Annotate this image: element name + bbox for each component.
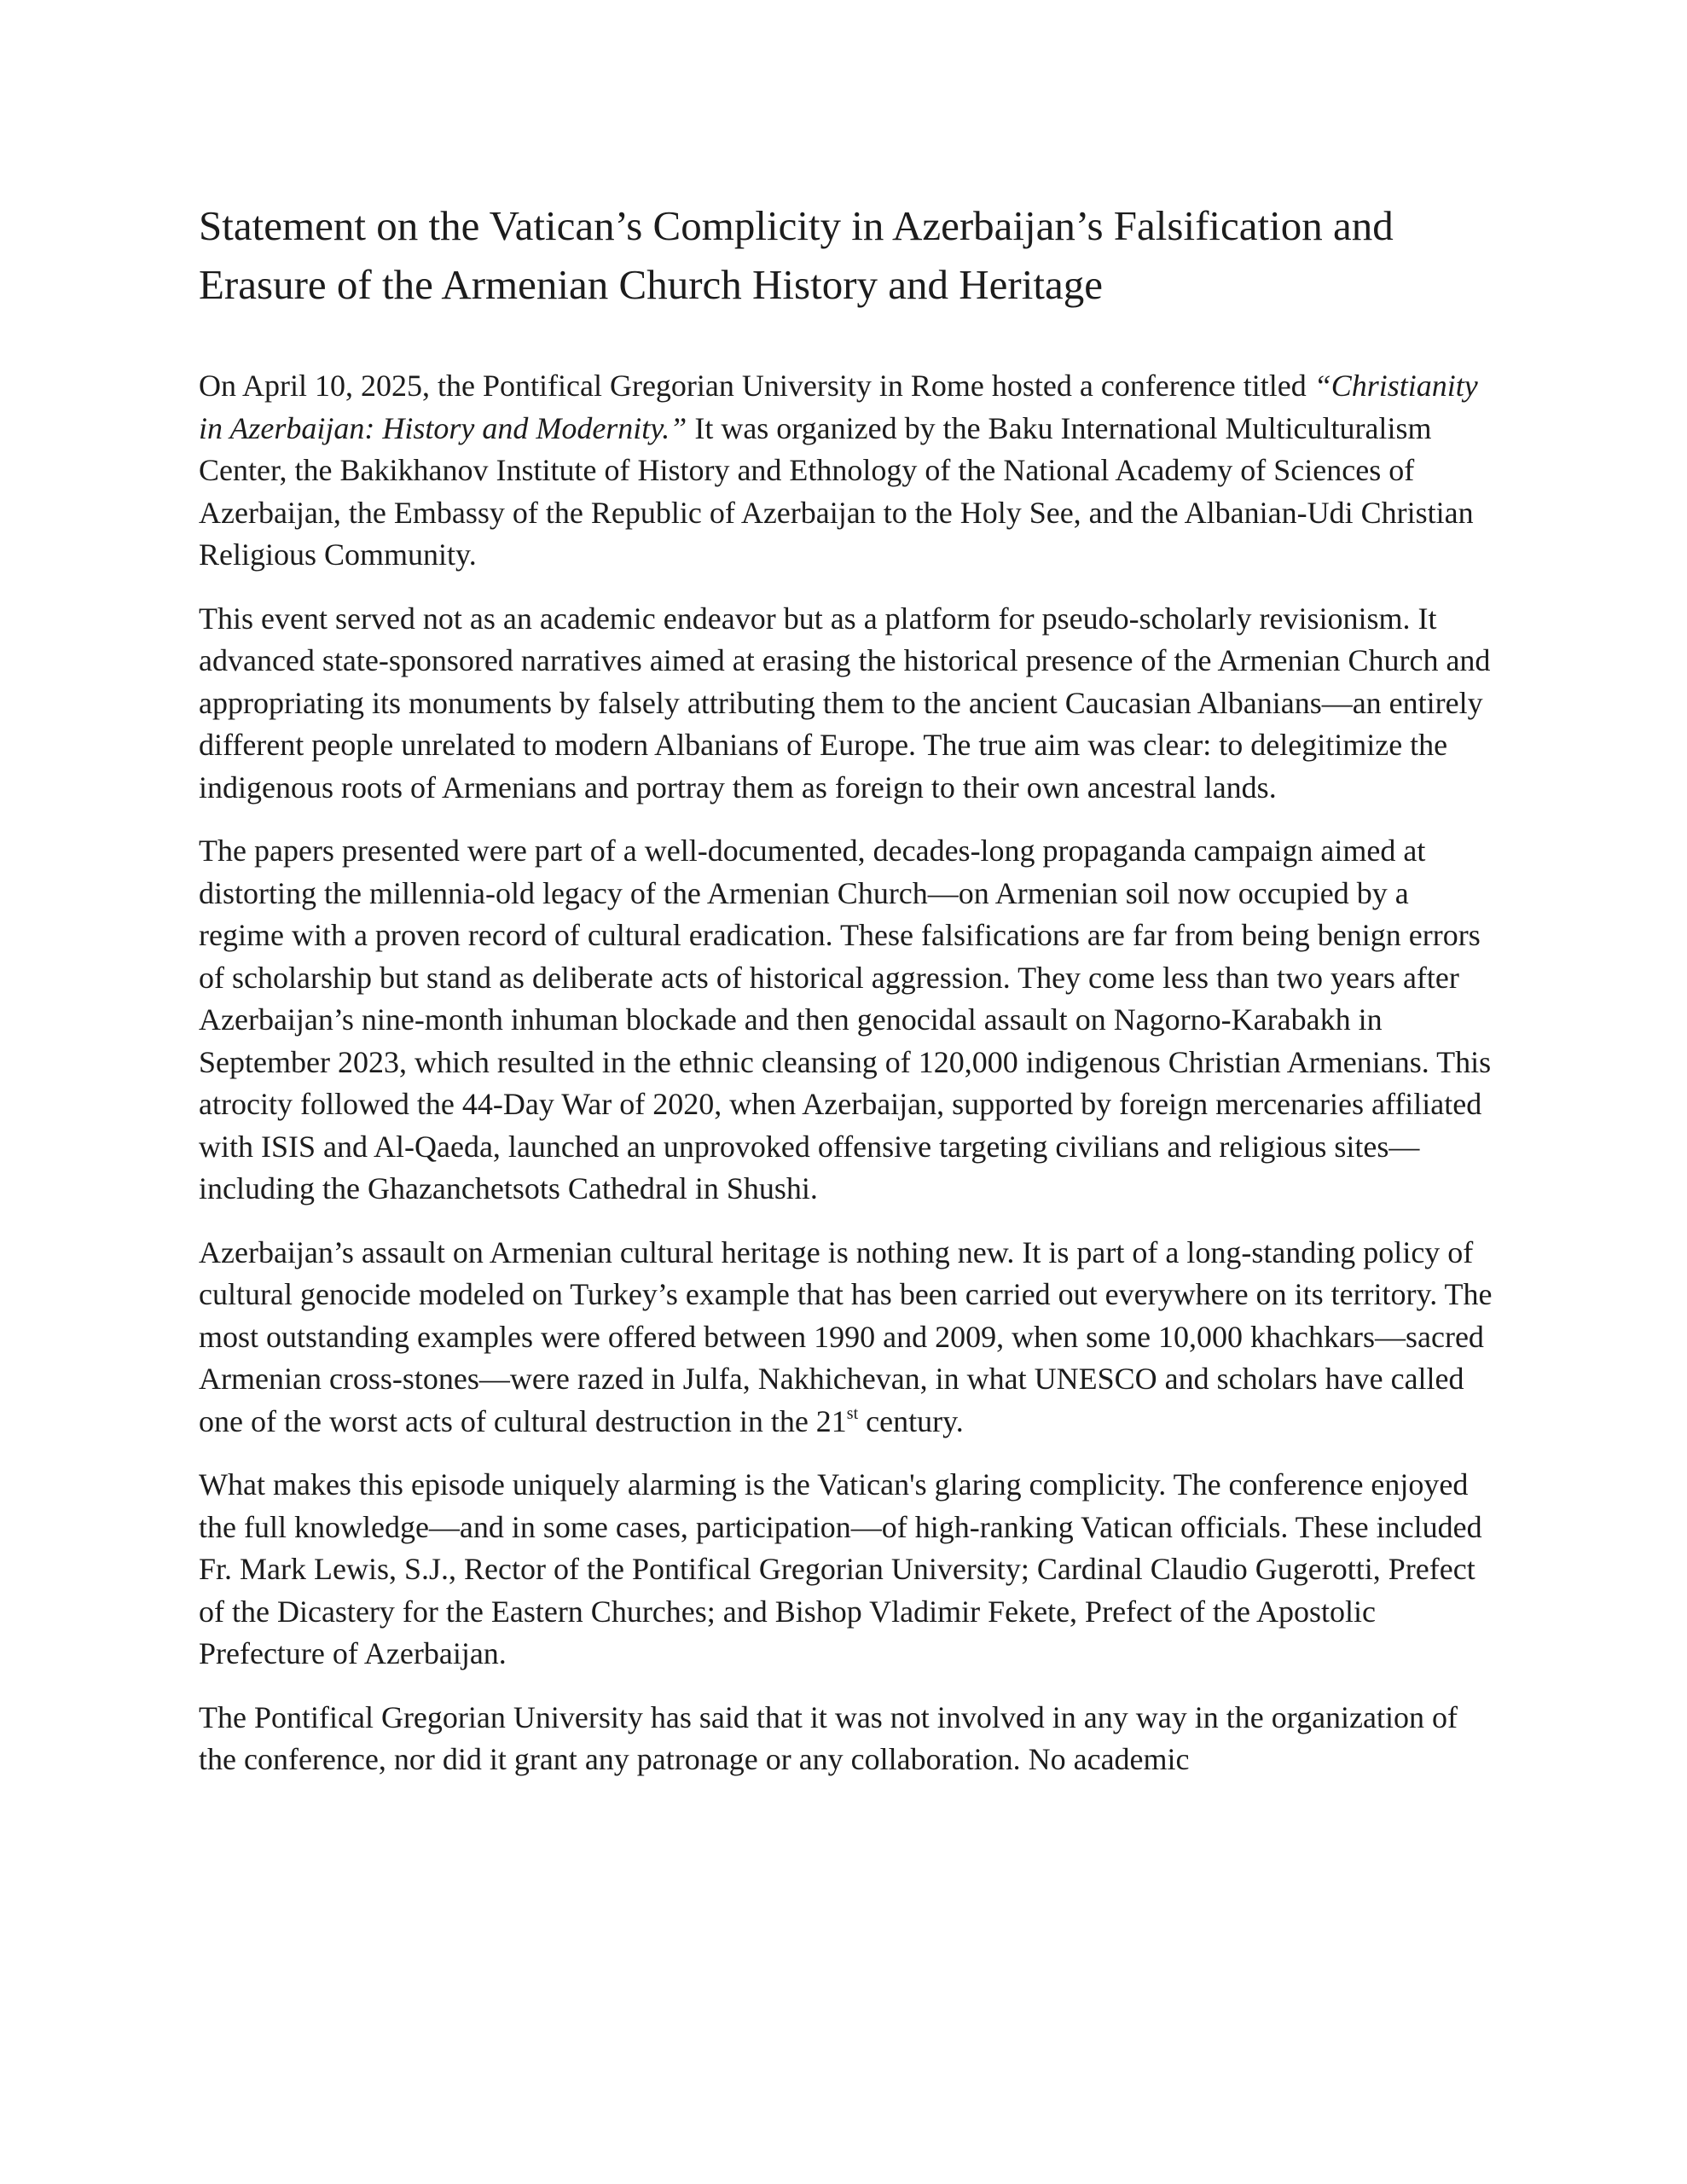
- paragraph-1: [199, 365, 1495, 577]
- paragraph-4: [199, 1232, 1495, 1443]
- ordinal-superscript: st: [846, 1403, 859, 1423]
- paragraph-6: The Pontifical Gregorian University has said that it was not involved in any way in the organization of the conference, nor did it grant any patronage or any collaboration. No academic: [199, 1699, 1458, 1776]
- paragraph-1-intro: On April 10, 2025, the Pontifical Gregorian University in Rome hosted a conference titled: [199, 369, 1314, 403]
- paragraph-4-end: century.: [858, 1403, 964, 1438]
- document-title: Statement on the Vatican’s Complicity in Azerbaijan’s Falsification and Erasure of the Armenian Church History and Heritage: [199, 202, 1394, 308]
- paragraph-3: The papers presented were part of a well-documented, decades-long propaganda campaign aimed at distorting the millennia-old legacy of the Armenian Church—on Armenian soil now occupied by a regime with a proven record of cultural eradication. These falsifications are far from being benign errors of scholarship but stand as deliberate acts of historical aggression. They come less than two years after Azerbaijan’s nine-month inhuman blockade and then genocidal assault on Nagorno-Karabakh in September 2023, which resulted in the ethnic cleansing of 120,000 indigenous Christian Armenians. This atrocity followed the 44-Day War of 2020, when Azerbaijan, supported by foreign mercenaries affiliated with ISIS and Al-Qaeda, launched an unprovoked offensive targeting civilians and religious sites—including the Ghazanchetsots Cathedral in Shushi.: [199, 834, 1492, 1205]
- document-page: [199, 196, 1495, 1803]
- paragraph-4-text: Azerbaijan’s assault on Armenian cultural heritage is nothing new. It is part of a long-standing policy of cultural genocide modeled on Turkey’s example that has been carried out everywhere on its territory. The most outstanding examples were offered between 1990 and 2009, when some 10,000 khachkars—sacred Armenian cross-stones—were razed in Julfa, Nakhichevan, in what UNESCO and scholars have called one of the worst acts of cultural destruction in the 21: [199, 1234, 1493, 1438]
- paragraph-5: What makes this episode uniquely alarming is the Vatican's glaring complicity. The conference enjoyed the full knowledge—and in some cases, participation—of high-ranking Vatican officials. These included Fr. Mark Lewis, S.J., Rector of the Pontifical Gregorian University; Cardinal Claudio Gugerotti, Prefect of the Dicastery for the Eastern Churches; and Bishop Vladimir Fekete, Prefect of the Apostolic Prefecture of Azerbaijan.: [199, 1467, 1482, 1670]
- conference-title: “Christianity in Azerbaijan: History and Modernity.”: [199, 369, 1478, 445]
- paragraph-2: This event served not as an academic endeavor but as a platform for pseudo-scholarly revisionism. It advanced state-sponsored narratives aimed at erasing the historical presence of the Armenian Church and appropriating its monuments by falsely attributing them to the ancient Caucasian Albanians—an entirely different people unrelated to modern Albanians of Europe. The true aim was clear: to delegitimize the indigenous roots of Armenians and portray them as foreign to their own ancestral lands.: [199, 601, 1491, 804]
- paragraph-1-rest: It was organized by the Baku International Multiculturalism Center, the Bakikhanov Institute of History and Ethnology of the National Academy of Sciences of Azerbaijan, the Embassy of the Republic of Azerbaijan to the Holy See, and the Albanian-Udi Christian Religious Community.: [199, 410, 1474, 572]
